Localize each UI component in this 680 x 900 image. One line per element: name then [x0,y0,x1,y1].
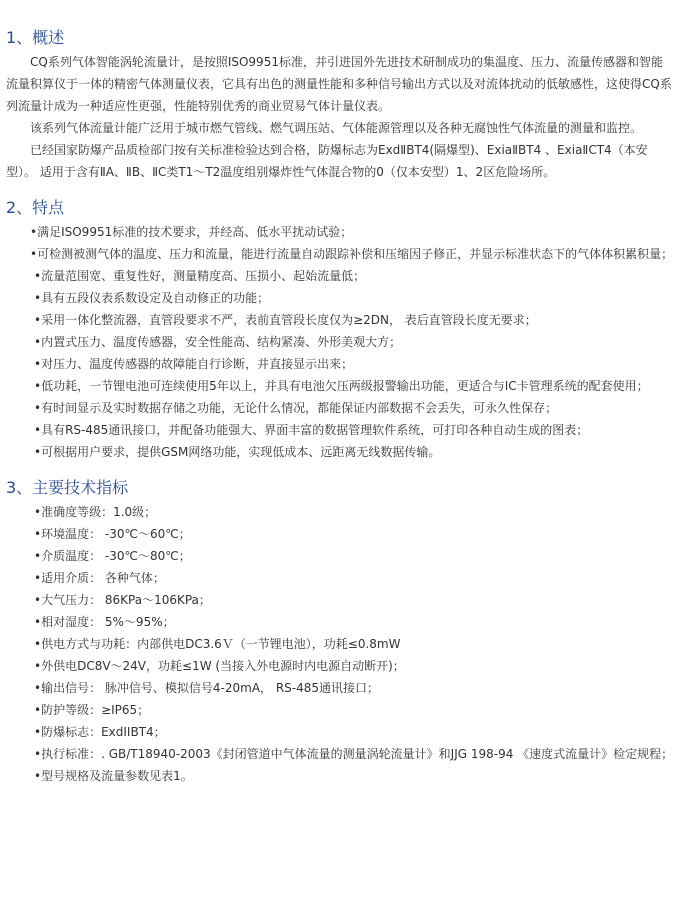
feature-item: •可检测被测气体的温度、压力和流量，能进行流量自动跟踪补偿和压缩因子修正，并显示标准状态下的气体体积累积量； [30,247,674,261]
section-heading-overview: 1、概述 [6,28,65,47]
feature-item: •内置式压力、温度传感器，安全性能高、结构紧凑、外形美观大方； [34,335,402,349]
spec-item: •介质温度： -30℃～80℃； [34,549,191,563]
spec-item: •防爆标志：ExdIIBT4； [34,725,166,739]
spec-item: •供电方式与功耗：内部供电DC3.6Ｖ（一节锂电池），功耗≤0.8mW [34,637,401,651]
feature-item: •满足ISO9951标准的技术要求，并经高、低水平扰动试验； [30,225,353,239]
spec-item: •执行标准：. GB/T18940-2003《封闭管道中气体流量的测量涡轮流量计》和JJG 198-94 《速度式流量计》检定规程； [34,747,674,761]
spec-item: •型号规格及流量参数见表1。 [34,769,193,783]
spec-item: •相对湿度： 5%～95%； [34,615,175,629]
spec-item: •外供电DC8V～24V，功耗≤1W (当接入外电源时内电源自动断开)； [34,659,405,673]
features-list [6,221,674,463]
specs-list [6,501,674,787]
feature-item: •对压力、温度传感器的故障能自行诊断，并直接显示出来； [34,357,354,371]
overview-paragraph: 已经国家防爆产品质检部门按有关标准检验达到合格，防爆标志为ExdⅡBT4(隔爆型)、ExiaⅡBT4 、ExiaⅡCT4（本安型）。 适用于含有ⅡA、ⅡB、ⅡC类T1～T2温度组别爆炸性气体混合物的0（仅本安型）1、2区危险场所。 [6,143,648,179]
spec-item: •输出信号： 脉冲信号、模拟信号4-20mA， RS-485通讯接口； [34,681,380,695]
feature-item: •具有五段仪表系数设定及自动修正的功能； [34,291,270,305]
feature-item: •具有RS-485通讯接口，并配备功能强大、界面丰富的数据管理软件系统，可打印各种自动生成的图表； [34,423,589,437]
spec-item: •大气压力： 86KPa～106KPa； [34,593,211,607]
overview-paragraph: 该系列气体流量计能广泛用于城市燃气管线、燃气调压站、气体能源管理以及各种无腐蚀性气体流量的测量和监控。 [30,121,643,135]
overview-body [6,51,674,183]
feature-item: •流量范围宽、重复性好，测量精度高、压损小、起始流量低； [34,269,366,283]
feature-item: •有时间显示及实时数据存储之功能，无论什么情况，都能保证内部数据不会丢失，可永久性保存； [34,401,558,415]
feature-item: •可根据用户要求，提供GSM网络功能，实现低成本、远距离无线数据传输。 [34,445,441,459]
spec-item: •准确度等级：1.0级； [34,505,157,519]
feature-item: •采用一体化整流器，直管段要求不严，表前直管段长度仅为≥2DN， 表后直管段长度无要求； [34,313,537,327]
spec-item: •适用介质： 各种气体； [34,571,165,585]
section-heading-specs: 3、主要技术指标 [6,478,129,497]
spec-item: •防护等级：≥IP65； [34,703,150,717]
section-heading-features: 2、特点 [6,198,65,217]
overview-paragraph: CQ系列气体智能涡轮流量计，是按照ISO9951标准，并引进国外先进技术研制成功的集温度、压力、流量传感器和智能流量积算仪于一体的精密气体测量仪表，它具有出色的测量性能和多种信号输出方式以及对流体扰动的低敏感性，这使得CQ系列流量计成为一种适应性更强，性能特别优秀的商业贸易气体计量仪表。 [6,55,672,113]
spec-item: •环境温度： -30℃～60℃； [34,527,191,541]
feature-item: •低功耗，一节锂电池可连续使用5年以上，并具有电池欠压两级报警输出功能，更适合与IC卡管理系统的配套使用； [34,379,649,393]
